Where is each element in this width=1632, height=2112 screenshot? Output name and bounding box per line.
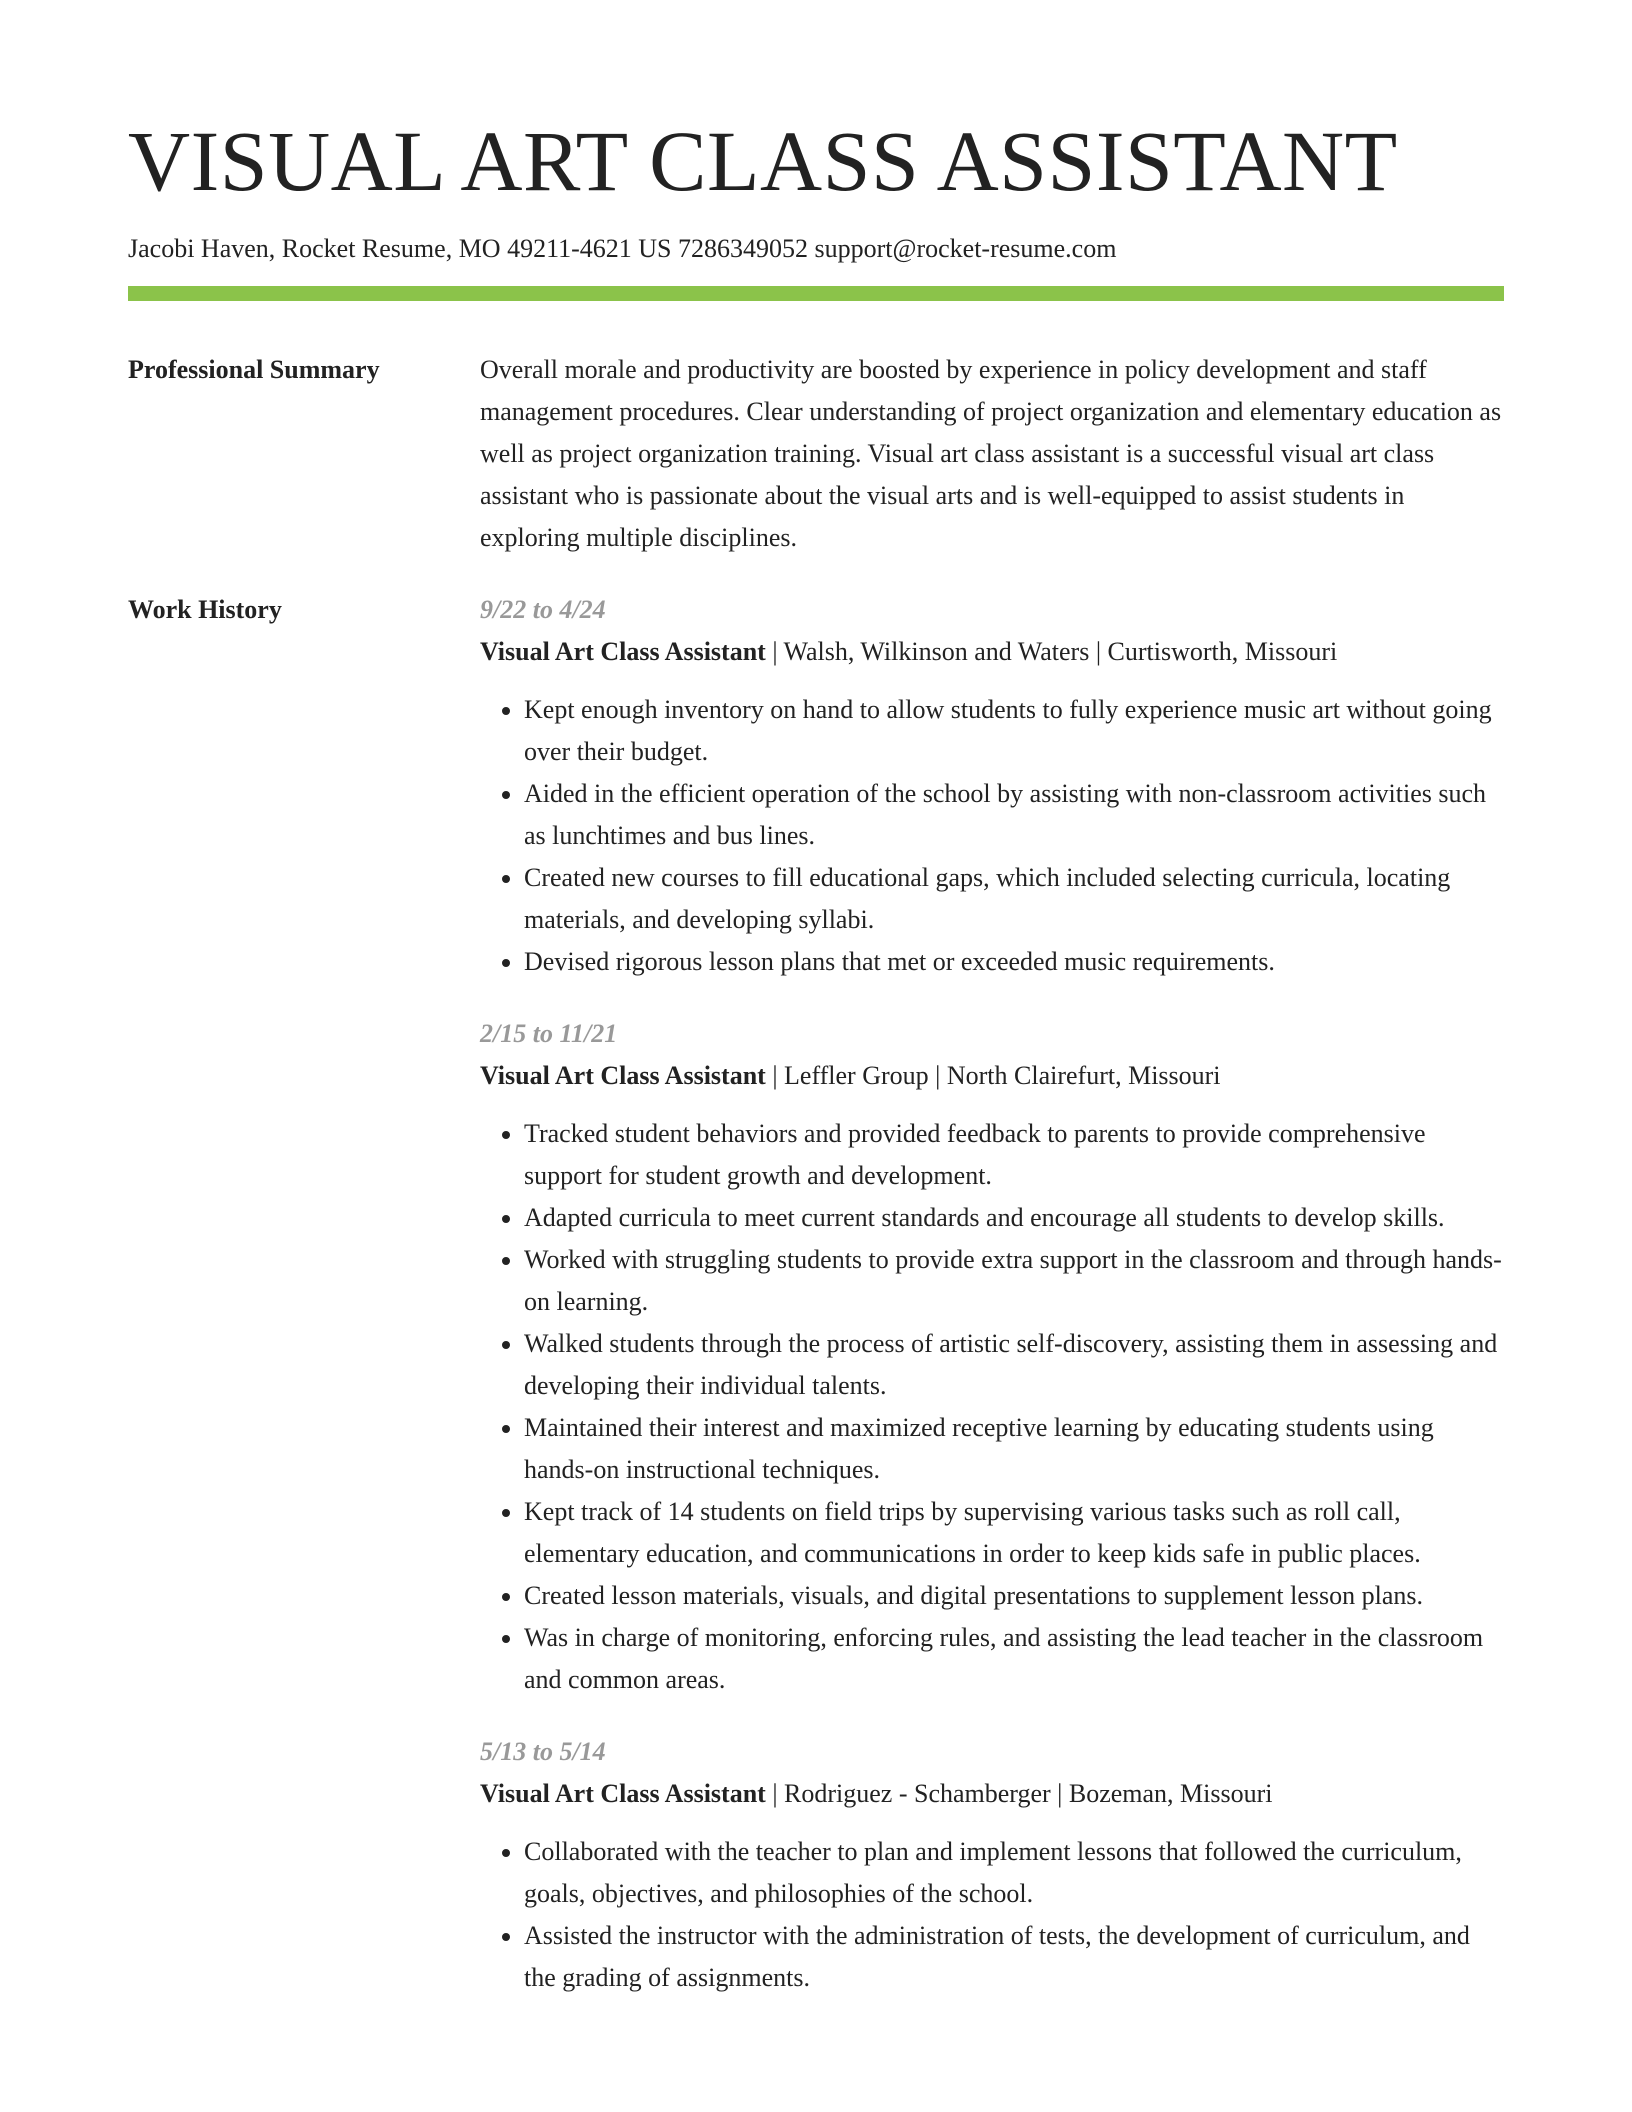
- job-bullet: • Kept track of 14 students on field trips by supervising various tasks such as roll call, elementary education, and communications in order to keep kids safe in public places.: [524, 1491, 1504, 1575]
- job-heading: [480, 1773, 1504, 1815]
- summary-body: [480, 349, 1504, 559]
- job-bullet: • Collaborated with the teacher to plan and implement lessons that followed the curriculum, goals, objectives, and philosophies of the school.: [524, 1831, 1504, 1915]
- job-bullet: • Aided in the efficient operation of the school by assisting with non-classroom activities such as lunchtimes and bus lines.: [524, 773, 1504, 857]
- job-dates: 5/13 to 5/14: [480, 1737, 606, 1766]
- summary-heading: Professional Summary: [128, 355, 380, 384]
- job-bullet-list: [480, 689, 1504, 983]
- job-heading: [480, 631, 1504, 673]
- job-entry: [480, 589, 1504, 983]
- contact-line: Jacobi Haven, Rocket Resume, MO 49211-4621 US 7286349052 support@rocket-resume.com: [128, 234, 1117, 263]
- job-bullet: • Tracked student behaviors and provided feedback to parents to provide comprehensive support for student growth and development.: [524, 1113, 1504, 1197]
- job-entry: [480, 1731, 1504, 1999]
- job-bullet-list: [480, 1831, 1504, 1999]
- job-bullet: • Was in charge of monitoring, enforcing rules, and assisting the lead teacher in the classroom and common areas.: [524, 1617, 1504, 1701]
- job-employer-location: | Walsh, Wilkinson and Waters | Curtisworth, Missouri: [765, 637, 1338, 666]
- job-bullet: • Devised rigorous lesson plans that met or exceeded music requirements.: [524, 941, 1504, 983]
- job-bullet: • Assisted the instructor with the administration of tests, the development of curriculum, and the grading of assignments.: [524, 1915, 1504, 1999]
- job-employer-location: | Rodriguez - Schamberger | Bozeman, Missouri: [765, 1779, 1273, 1808]
- job-bullet: • Kept enough inventory on hand to allow students to fully experience music art without going over their budget.: [524, 689, 1504, 773]
- job-bullet: • Worked with struggling students to provide extra support in the classroom and through hands-on learning.: [524, 1239, 1504, 1323]
- resume-title: VISUAL ART CLASS ASSISTANT: [128, 113, 1398, 209]
- job-bullet: • Adapted curricula to meet current standards and encourage all students to develop skills.: [524, 1197, 1504, 1239]
- job-bullet: • Maintained their interest and maximized receptive learning by educating students using hands-on instructional techniques.: [524, 1407, 1504, 1491]
- job-bullet: • Created new courses to fill educational gaps, which included selecting curricula, locating materials, and developing syllabi.: [524, 857, 1504, 941]
- work-history-heading: Work History: [128, 595, 282, 624]
- job-dates: 2/15 to 11/21: [480, 1019, 618, 1048]
- job-heading: [480, 1055, 1504, 1097]
- job-bullet: • Created lesson materials, visuals, and digital presentations to supplement lesson plans.: [524, 1575, 1504, 1617]
- job-title: Visual Art Class Assistant: [480, 1779, 766, 1808]
- job-dates: 9/22 to 4/24: [480, 595, 606, 624]
- job-entry: [480, 1013, 1504, 1701]
- job-bullet: • Walked students through the process of artistic self-discovery, assisting them in assessing and developing their individual talents.: [524, 1323, 1504, 1407]
- work-history-body: [480, 589, 1504, 2029]
- job-employer-location: | Leffler Group | North Clairefurt, Missouri: [765, 1061, 1221, 1090]
- job-title: Visual Art Class Assistant: [480, 637, 766, 666]
- job-title: Visual Art Class Assistant: [480, 1061, 766, 1090]
- job-bullet-list: [480, 1113, 1504, 1701]
- summary-text: Overall morale and productivity are boosted by experience in policy development and staff management procedures. Clear understanding of project organization and elementary education as well as project organization training. Visual art class assistant is a successful visual art class assistant who is passionate about the visual arts and is well-equipped to assist students in exploring multiple disciplines.: [480, 355, 1502, 552]
- accent-divider: [128, 286, 1504, 301]
